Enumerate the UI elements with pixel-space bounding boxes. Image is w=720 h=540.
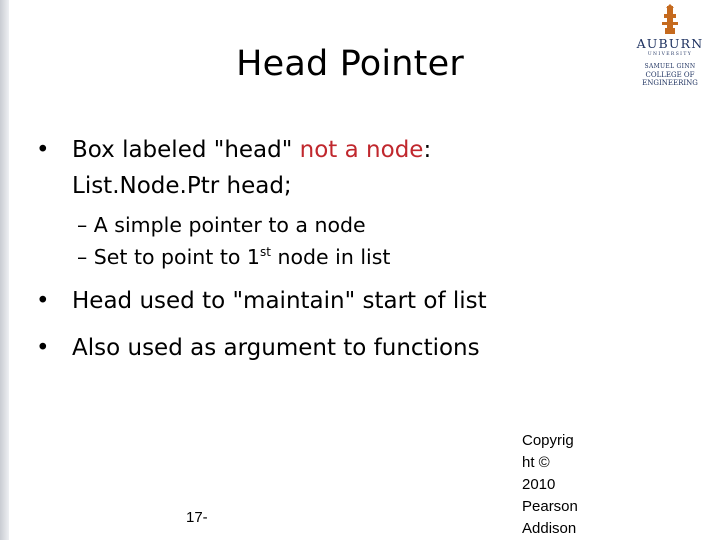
- sub-bullet-item: [77, 243, 390, 271]
- copyright-line: ht ©: [522, 454, 550, 471]
- logo-college-line2: COLLEGE OF ENGINEERING: [642, 71, 698, 87]
- logo-college-line1: SAMUEL GINN: [644, 63, 696, 70]
- logo-subtitle: UNIVERSITY: [647, 52, 693, 57]
- copyright-line: 2010: [522, 476, 556, 493]
- bullet-text: Also used as argument to functions: [72, 335, 480, 361]
- slide-title: Head Pointer: [236, 44, 464, 84]
- bullet-dot-icon: •: [36, 288, 50, 314]
- copyright-line: Pearson: [522, 498, 578, 515]
- sub-bullet-text: – Set to point to 1: [77, 245, 260, 269]
- code-line: List.Node.Ptr head;: [72, 173, 292, 199]
- bullet-dot-icon: •: [36, 335, 50, 361]
- emphasis-text: not a node: [299, 137, 424, 163]
- sub-bullet-text: node in list: [270, 245, 391, 269]
- logo-name: AUBURN: [636, 36, 704, 51]
- copyright-notice: [522, 430, 578, 540]
- sub-bullet-text: – A simple pointer to a node: [77, 213, 366, 237]
- tower-icon: [656, 4, 684, 36]
- copyright-line: Addison: [522, 520, 577, 537]
- sub-bullet-item: [77, 211, 366, 239]
- bullet-dot-icon: •: [36, 137, 50, 163]
- page-number: 17-: [186, 509, 208, 526]
- copyright-line: Copyrig: [522, 432, 574, 449]
- bullet-text-part: :: [423, 137, 432, 163]
- bullet-text-part: Box labeled "head": [72, 137, 300, 163]
- auburn-logo: [620, 4, 720, 87]
- superscript: st: [259, 245, 271, 259]
- bullet-text: Head used to "maintain" start of list: [72, 288, 487, 314]
- bullet-text: [72, 134, 431, 166]
